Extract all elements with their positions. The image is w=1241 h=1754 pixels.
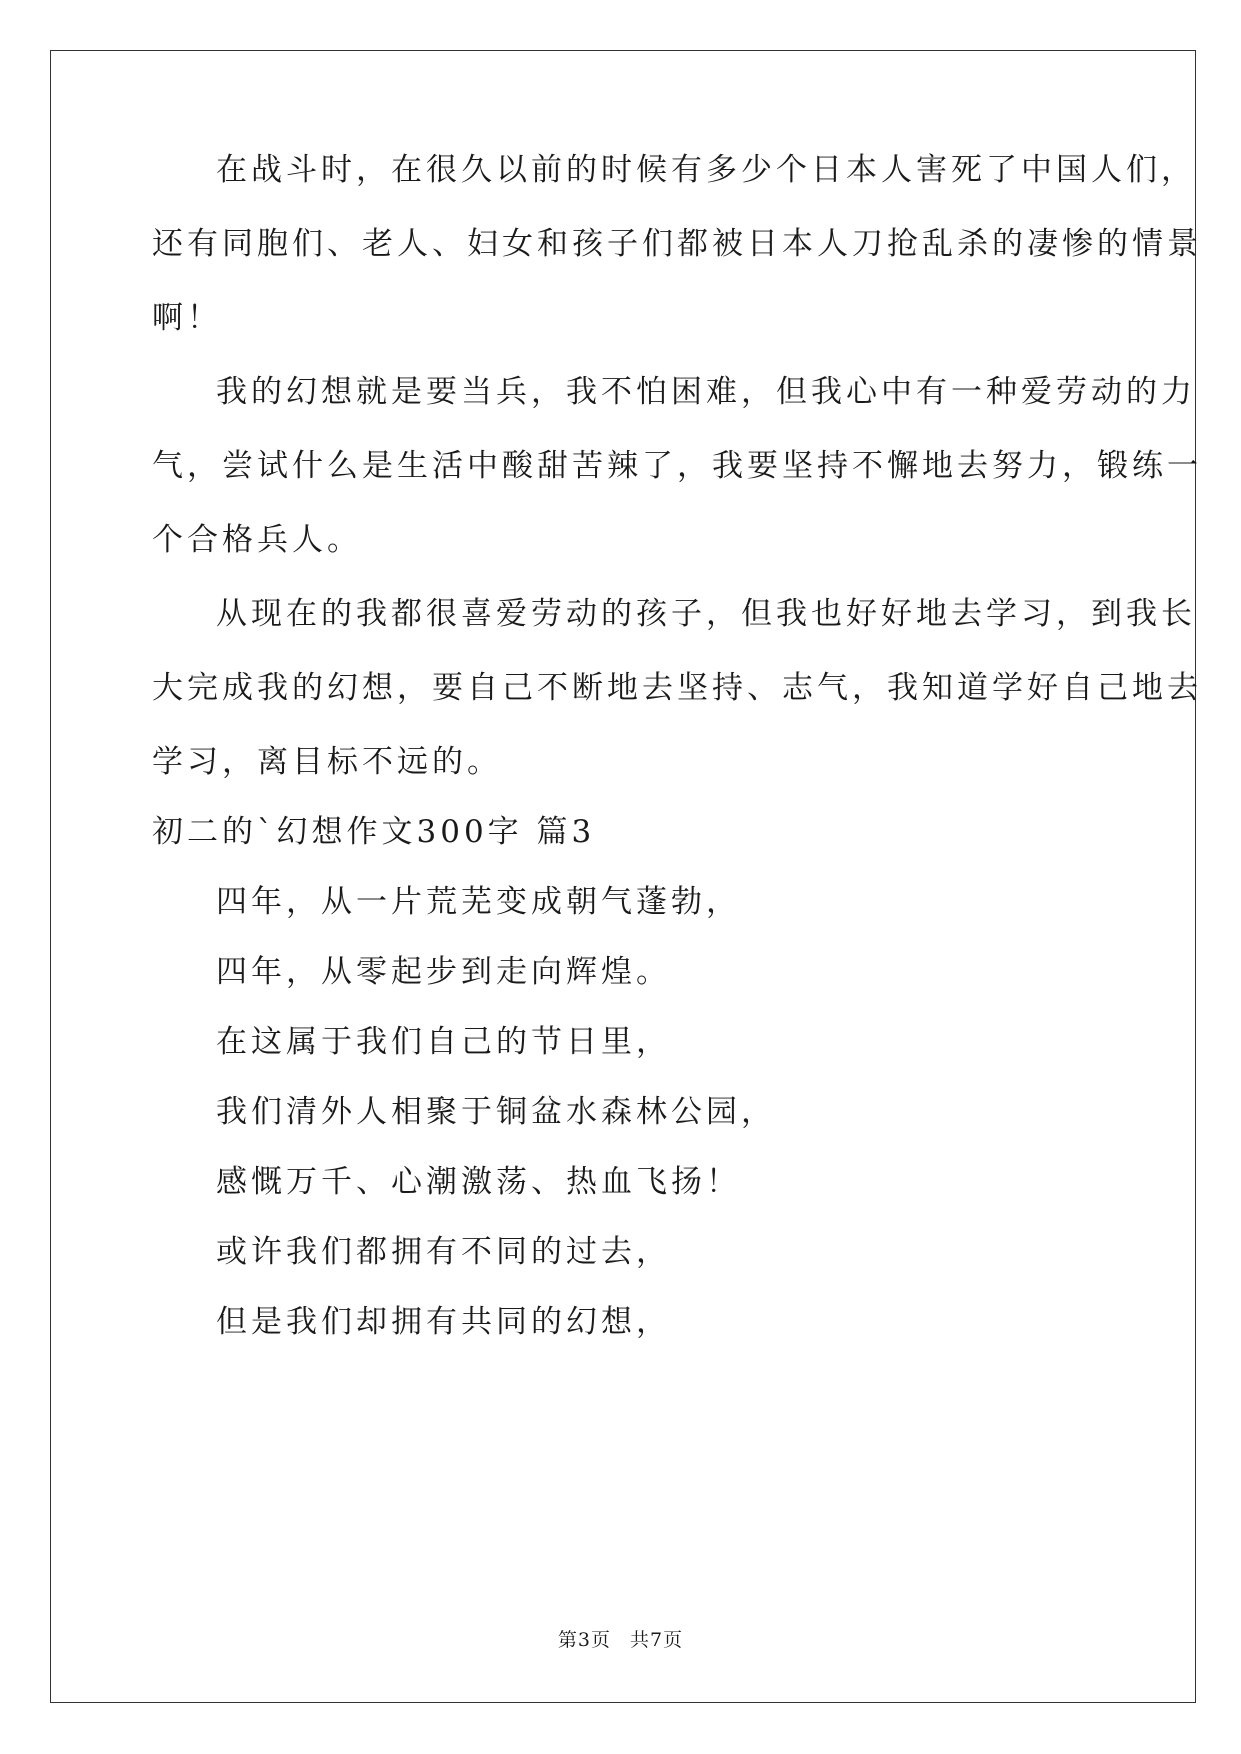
poem-line-1: 四年，从一片荒芜变成朝气蓬勃， (216, 884, 741, 920)
section-heading: 初二的`幻想作文300字 篇3 (152, 814, 596, 850)
poem-line-7: 但是我们却拥有共同的幻想， (216, 1304, 671, 1340)
page-footer (0, 1628, 1241, 1652)
poem-line-4: 我们清外人相聚于铜盆水森林公园， (216, 1094, 776, 1130)
page-number: 第3页 (557, 1629, 611, 1651)
paragraph-2-line-1: 我的幻想就是要当兵，我不怕困难，但我心中有一种爱劳动的力 (216, 374, 1196, 410)
paragraph-2-line-2: 气，尝试什么是生活中酸甜苦辣了，我要坚持不懈地去努力，锻练一 (152, 448, 1202, 484)
poem-line-6: 或许我们都拥有不同的过去， (216, 1234, 671, 1270)
paragraph-3-line-2: 大完成我的幻想，要自己不断地去坚持、志气，我知道学好自己地去 (152, 670, 1202, 706)
poem-line-3: 在这属于我们自己的节日里， (216, 1024, 671, 1060)
paragraph-3-line-1: 从现在的我都很喜爱劳动的孩子，但我也好好地去学习，到我长 (216, 596, 1196, 632)
paragraph-1-line-1: 在战斗时，在很久以前的时候有多少个日本人害死了中国人们， (216, 152, 1196, 188)
poem-line-5: 感慨万千、心潮激荡、热血飞扬！ (216, 1164, 741, 1200)
paragraph-1-line-2: 还有同胞们、老人、妇女和孩子们都被日本人刀抢乱杀的凄惨的情景 (152, 226, 1202, 262)
paragraph-1-line-3: 啊！ (152, 300, 222, 336)
paragraph-2-line-3: 个合格兵人。 (152, 522, 362, 558)
page-total: 共7页 (630, 1629, 684, 1651)
paragraph-3-line-3: 学习，离目标不远的。 (152, 744, 502, 780)
poem-line-2: 四年，从零起步到走向辉煌。 (216, 954, 671, 990)
